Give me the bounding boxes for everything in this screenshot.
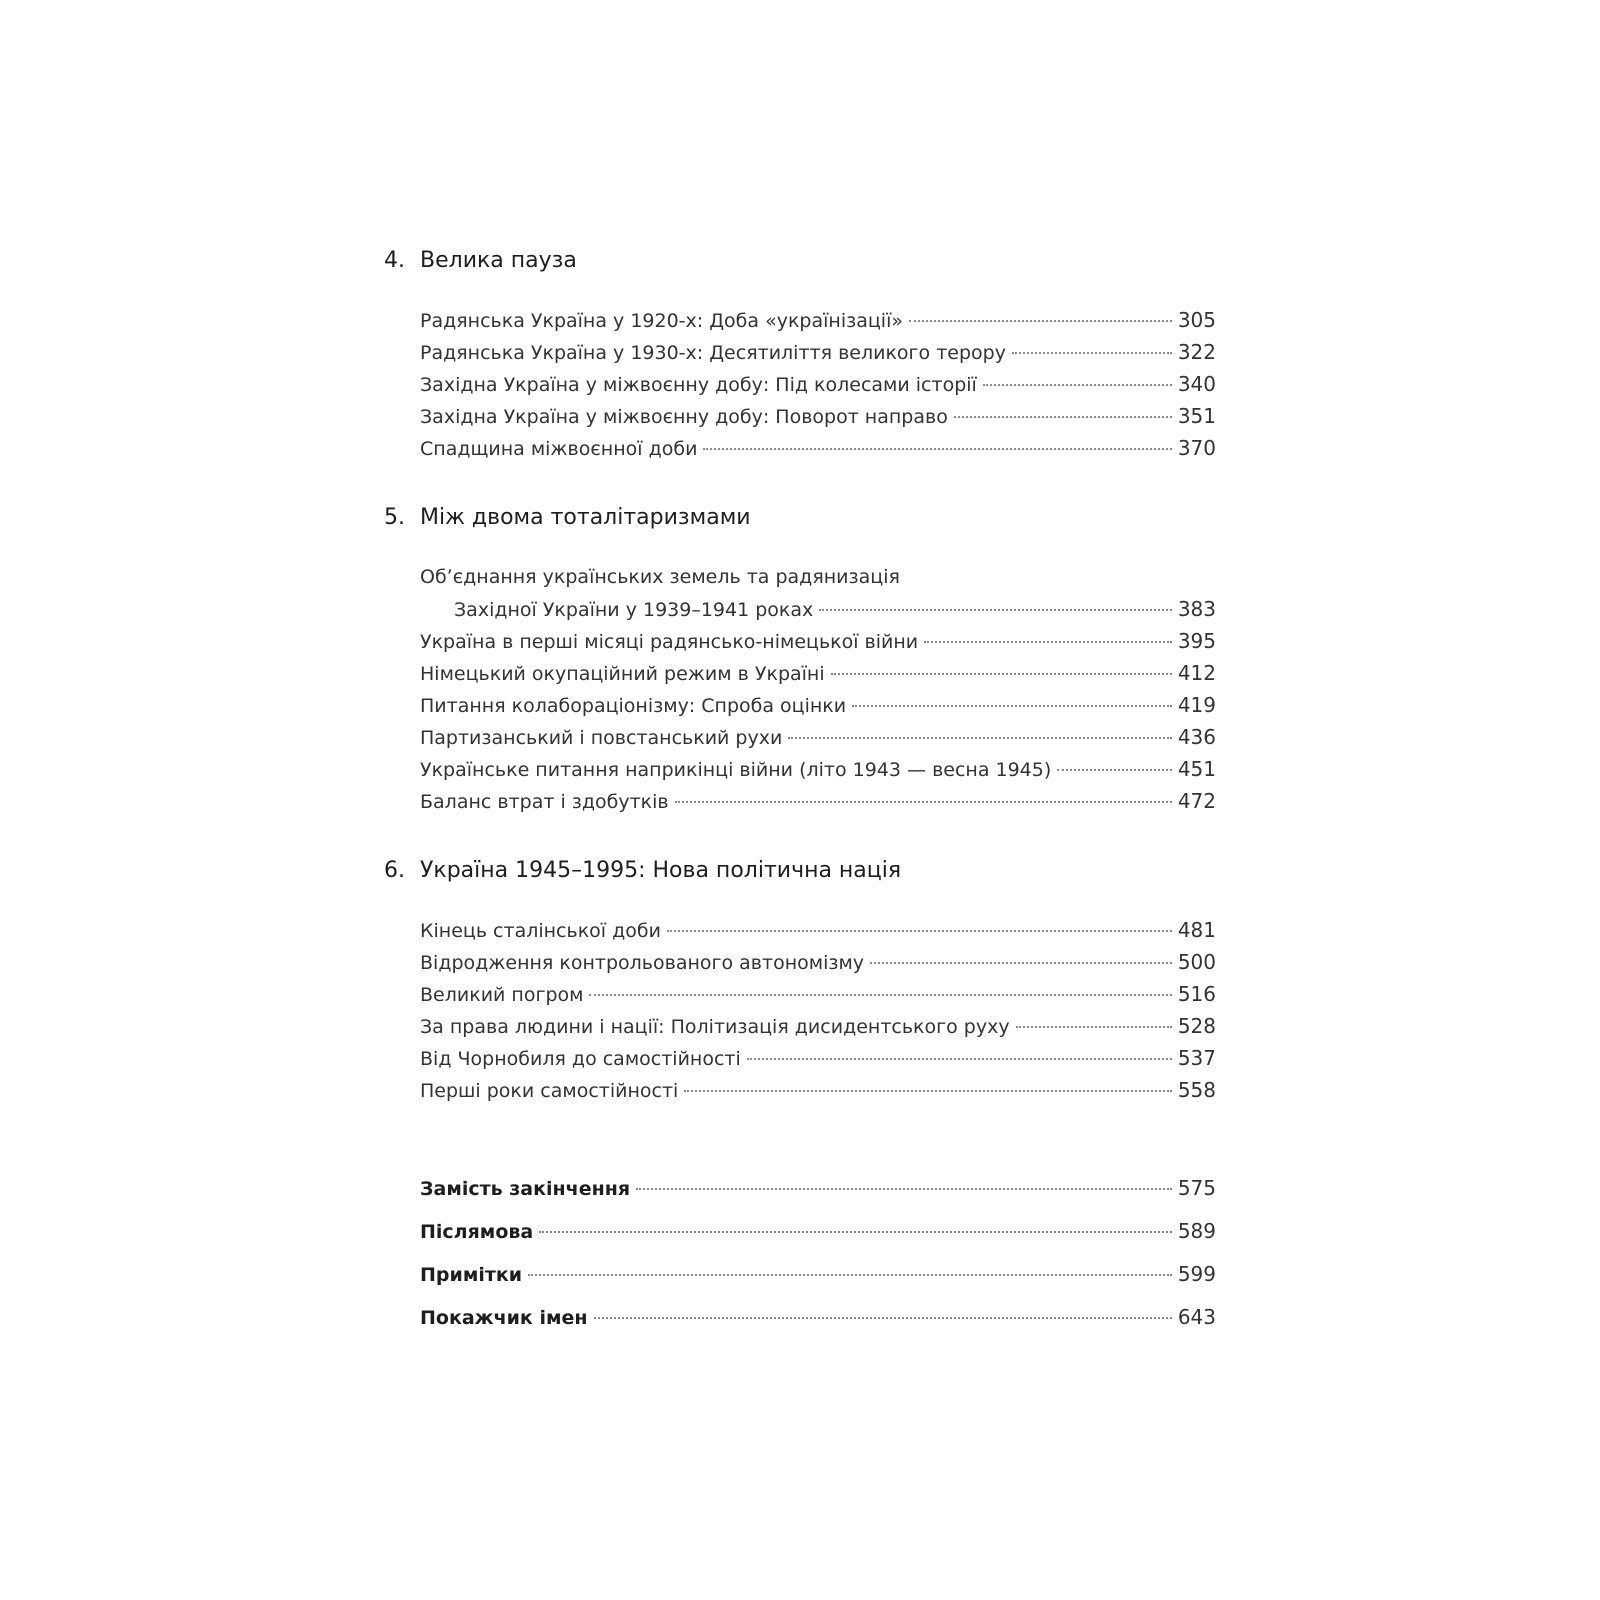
toc-entry[interactable] bbox=[420, 1012, 1216, 1040]
entry-page-number: 305 bbox=[1177, 308, 1216, 332]
entry-page-number: 558 bbox=[1177, 1078, 1216, 1102]
dot-leader bbox=[1012, 352, 1172, 354]
dot-leader bbox=[539, 1231, 1172, 1233]
toc-entry[interactable] bbox=[420, 691, 1216, 719]
entry-title: Післямова bbox=[420, 1221, 534, 1243]
chapter-number: 6. bbox=[384, 858, 405, 883]
dot-leader bbox=[831, 673, 1172, 675]
chapter-heading-5 bbox=[384, 504, 751, 532]
dot-leader bbox=[675, 801, 1172, 803]
toc-entry[interactable] bbox=[420, 787, 1216, 815]
toc-entry[interactable] bbox=[420, 948, 1216, 976]
toc-entry[interactable] bbox=[420, 627, 1216, 655]
dot-leader bbox=[528, 1274, 1172, 1276]
entry-page-number: 412 bbox=[1177, 661, 1216, 685]
toc-entry[interactable] bbox=[420, 755, 1216, 783]
entry-page-number: 351 bbox=[1177, 404, 1216, 428]
entry-title: Відродження контрольованого автономізму bbox=[420, 952, 865, 974]
dot-leader bbox=[589, 994, 1171, 996]
entry-page-number: 537 bbox=[1177, 1046, 1216, 1070]
dot-leader bbox=[954, 416, 1172, 418]
entry-page-number: 322 bbox=[1177, 340, 1216, 364]
entry-page-number: 472 bbox=[1177, 789, 1216, 813]
dot-leader bbox=[636, 1188, 1172, 1190]
toc-entry[interactable] bbox=[420, 434, 1216, 462]
entry-title: Від Чорнобиля до самостійності bbox=[420, 1048, 741, 1070]
dot-leader bbox=[924, 641, 1172, 643]
chapter-heading-6 bbox=[384, 857, 901, 885]
dot-leader bbox=[788, 737, 1171, 739]
toc-entry[interactable] bbox=[420, 659, 1216, 687]
entry-title: За права людини і нації: Політизація дисидентського руху bbox=[420, 1016, 1010, 1038]
entry-page-number: 370 bbox=[1177, 436, 1216, 460]
entry-title: Питання колабораціонізму: Спроба оцінки bbox=[420, 695, 847, 717]
toc-entry[interactable] bbox=[420, 1044, 1216, 1072]
dot-leader bbox=[909, 320, 1172, 322]
toc-entry[interactable] bbox=[420, 338, 1216, 366]
entry-title: Німецький окупаційний режим в Україні bbox=[420, 663, 825, 685]
entry-page-number: 500 bbox=[1177, 950, 1216, 974]
entry-page-number: 383 bbox=[1177, 597, 1216, 621]
dot-leader bbox=[819, 609, 1172, 611]
dot-leader bbox=[703, 448, 1171, 450]
entry-page-number: 643 bbox=[1177, 1305, 1216, 1329]
entry-title-first-line[interactable]: Об’єднання українських земель та радянизація bbox=[420, 566, 900, 588]
toc-entry[interactable] bbox=[420, 402, 1216, 430]
entry-title: Україна в перші місяці радянсько-німецької війни bbox=[420, 631, 919, 653]
toc-entry[interactable] bbox=[420, 1076, 1216, 1104]
entry-title: Спадщина міжвоєнної доби bbox=[420, 438, 698, 460]
entry-title: Радянська Україна у 1930-х: Десятиліття великого терору bbox=[420, 342, 1006, 364]
dot-leader bbox=[1057, 769, 1172, 771]
entry-page-number: 589 bbox=[1177, 1219, 1216, 1243]
entry-title: Радянська Україна у 1920-х: Доба «українізації» bbox=[420, 310, 903, 332]
entry-page-number: 516 bbox=[1177, 982, 1216, 1006]
dot-leader bbox=[667, 930, 1172, 932]
entry-title: Покажчик імен bbox=[420, 1307, 588, 1329]
toc-entry[interactable] bbox=[420, 306, 1216, 334]
entry-title: Баланс втрат і здобутків bbox=[420, 791, 669, 813]
dot-leader bbox=[852, 705, 1172, 707]
toc-entry[interactable] bbox=[420, 595, 1216, 623]
entry-page-number: 451 bbox=[1177, 757, 1216, 781]
entry-page-number: 528 bbox=[1177, 1014, 1216, 1038]
back-matter-entry[interactable] bbox=[420, 1217, 1216, 1245]
entry-title: Перші роки самостійності bbox=[420, 1080, 679, 1102]
back-matter-entry[interactable] bbox=[420, 1174, 1216, 1202]
entry-page-number: 481 bbox=[1177, 918, 1216, 942]
dot-leader bbox=[870, 962, 1172, 964]
back-matter-entry[interactable] bbox=[420, 1303, 1216, 1331]
entry-page-number: 395 bbox=[1177, 629, 1216, 653]
entry-page-number: 599 bbox=[1177, 1262, 1216, 1286]
dot-leader bbox=[684, 1090, 1171, 1092]
chapter-number: 4. bbox=[384, 248, 405, 273]
toc-entry[interactable] bbox=[420, 370, 1216, 398]
entry-title: Західної України у 1939–1941 роках bbox=[454, 599, 814, 621]
entry-title: Великий погром bbox=[420, 984, 584, 1006]
chapter-title: Між двома тоталітаризмами bbox=[420, 505, 751, 530]
back-matter-entry[interactable] bbox=[420, 1260, 1216, 1288]
entry-title: Примітки bbox=[420, 1264, 523, 1286]
entry-title: Партизанський і повстанський рухи bbox=[420, 727, 783, 749]
entry-title: Західна Україна у міжвоєнну добу: Під колесами історії bbox=[420, 374, 977, 396]
entry-page-number: 340 bbox=[1177, 372, 1216, 396]
table-of-contents bbox=[384, 0, 1216, 1600]
chapter-title: Велика пауза bbox=[420, 248, 577, 273]
entry-page-number: 436 bbox=[1177, 725, 1216, 749]
chapter-title: Україна 1945–1995: Нова політична нація bbox=[420, 858, 902, 883]
entry-title: Українське питання наприкінці війни (літо 1943 — весна 1945) bbox=[420, 759, 1052, 781]
entry-title: Західна Україна у міжвоєнну добу: Поворот направо bbox=[420, 406, 948, 428]
entry-page-number: 419 bbox=[1177, 693, 1216, 717]
dot-leader bbox=[594, 1317, 1172, 1319]
dot-leader bbox=[747, 1058, 1172, 1060]
dot-leader bbox=[1016, 1026, 1172, 1028]
chapter-heading-4 bbox=[384, 247, 577, 275]
chapter-number: 5. bbox=[384, 505, 405, 530]
entry-title: Замість закінчення bbox=[420, 1178, 631, 1200]
entry-page-number: 575 bbox=[1177, 1176, 1216, 1200]
dot-leader bbox=[983, 384, 1172, 386]
entry-title: Кінець сталінської доби bbox=[420, 920, 661, 942]
toc-entry[interactable] bbox=[420, 723, 1216, 751]
toc-entry[interactable] bbox=[420, 916, 1216, 944]
toc-entry[interactable] bbox=[420, 980, 1216, 1008]
